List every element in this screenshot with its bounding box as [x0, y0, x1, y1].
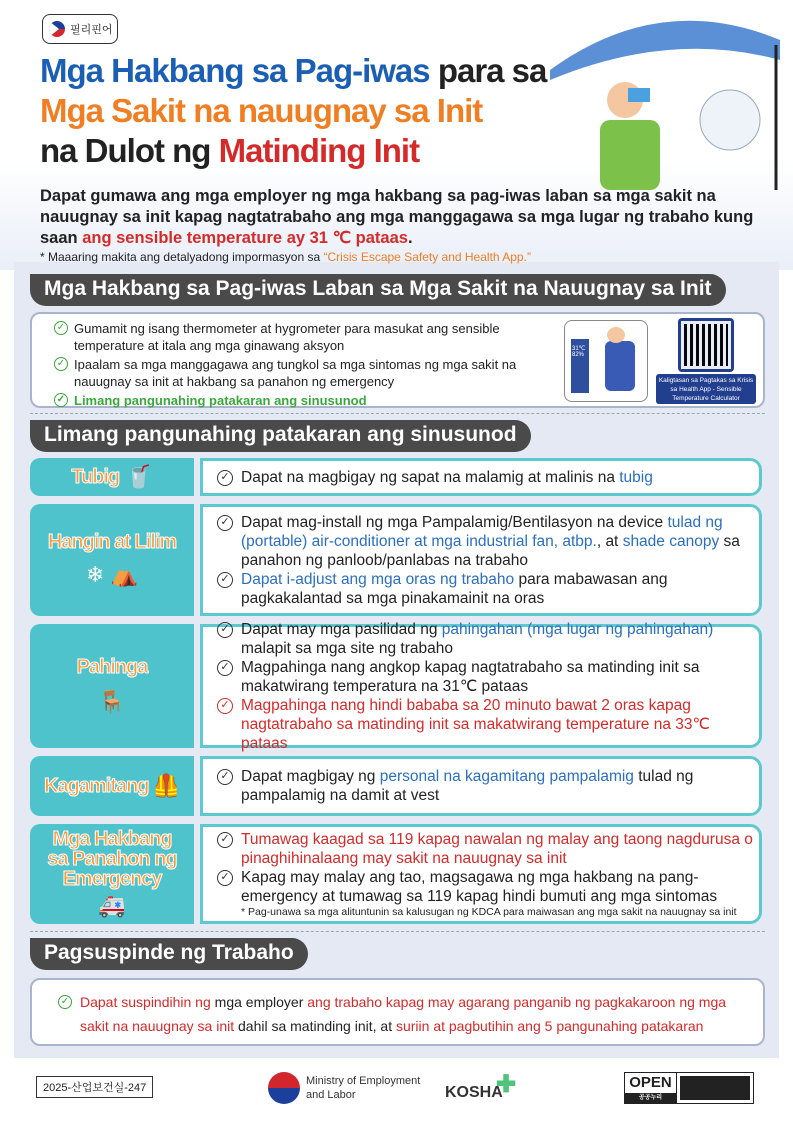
text-segment: tulad ng (portable) air-conditioner at mga industrial fan, atbp. — [241, 513, 723, 550]
text-segment: Dapat may mga pasilidad ng — [241, 620, 442, 638]
text-segment: Dapat gumawa ang mga employer ng mga hakbang sa pag-iwas laban sa mga sakit na nauugnay sa init kapag nagtatrabaho ang mga manggagawa sa mga lugar ng trabaho kung saan — [40, 187, 754, 247]
check-icon: ✓ — [217, 832, 233, 848]
text-segment: para sa — [437, 52, 547, 89]
text-segment: Dapat magbigay ng — [241, 768, 380, 785]
divider — [30, 413, 765, 414]
section-prevention-heading: Mga Hakbang sa Pag-iwas Laban sa Mga Sakit na Nauugnay sa Init — [30, 274, 726, 306]
divider — [30, 931, 765, 932]
text-segment: * Maaaring makita ang detalyadong impormasyon sa — [40, 250, 324, 264]
text-segment: para mabawasan ang pagkakalantad sa mga pinakamainit na oras — [241, 570, 668, 607]
thermometer-reading: 31℃ 82% — [571, 339, 589, 393]
check-icon: ✓ — [217, 572, 233, 588]
suspension-box — [30, 978, 765, 1046]
text-segment: Gumamit ng isang thermometer at hygrometer para masukat ang sensible temperature at itala ang mga ginawang aksyon — [74, 321, 500, 353]
rule-content-rest — [200, 620, 762, 752]
rule-label-water: Tubig 🥤 — [30, 458, 194, 496]
resting-person-icon: 🪑 — [98, 689, 126, 714]
check-icon: ✓ — [217, 870, 233, 886]
text-segment: Matinding Init — [218, 132, 420, 169]
kosha-logo: KOSHA — [445, 1084, 503, 1101]
text-segment: ang sensible temperature ay 31 ℃ pataas — [82, 229, 408, 247]
rule-content-equipment — [200, 756, 762, 816]
prevention-box — [30, 312, 765, 408]
ministry-logo: Ministry of Employment and Labor — [268, 1072, 426, 1104]
check-icon: ✓ — [54, 357, 68, 371]
qr-code[interactable] — [678, 318, 734, 372]
text-segment: ang trabaho kapag may agarang panganib ng pagkakaroon ng mga sakit na nauugnay sa init — [80, 994, 727, 1034]
text-segment: na Dulot ng — [40, 132, 219, 169]
text-segment: . — [407, 229, 413, 247]
text-segment: tubig — [619, 468, 653, 486]
check-icon: ✓ — [217, 622, 233, 638]
text-segment: , at — [596, 532, 623, 550]
ambulance-icon: 🚑 — [98, 893, 126, 918]
text-segment: malapit sa mga site ng trabaho — [241, 639, 453, 657]
water-bottle-icon: 🥤 — [125, 464, 153, 489]
qr-caption: Kaligtasan sa Pagtakas sa Krisis sa Health App - Sensible Temperature Calculator — [656, 374, 756, 404]
rule-content-emergency — [200, 824, 762, 924]
text-segment: Dapat suspindihin ng — [80, 994, 211, 1010]
text-segment: Magpahinga nang angkop kapag nagtatrabaho sa matinding init sa makatwirang temperatura na 31℃ pataas — [241, 658, 700, 695]
intro-text — [40, 186, 762, 249]
app-note — [40, 250, 531, 264]
text-segment: Magpahinga nang hindi bababa sa 20 minuto bawat 2 oras kapag nagtatrabaho sa matinding init sa makatwirang temperature na 33℃ pataas — [241, 696, 710, 752]
prevention-item — [54, 392, 534, 409]
check-icon: ✓ — [217, 660, 233, 676]
rule-content-air-shade — [200, 504, 762, 616]
check-icon: ✓ — [217, 515, 233, 531]
air-conditioner-canopy-icon: ❄ ⛺ — [86, 562, 138, 587]
kdca-note: * Pag-unawa sa mga alituntunin sa kalusugan ng KDCA para maiwasan ang mga sakit na nauugnay sa init — [241, 906, 737, 918]
worker-thermometer-illustration — [564, 320, 648, 402]
philippines-flag-icon — [49, 21, 65, 37]
rule-label-rest: Pahinga 🪑 — [30, 624, 194, 748]
text-segment: pahingahan (mga lugar ng pahingahan) — [441, 620, 714, 638]
prevention-item — [54, 320, 534, 354]
title-line-3 — [40, 132, 419, 170]
taegeuk-logo-icon — [268, 1072, 300, 1104]
kosha-cross-icon: ✚ — [496, 1071, 517, 1098]
language-label: 필리핀어 — [70, 24, 113, 36]
title-line-2 — [40, 92, 482, 130]
text-segment: Kapag may malay ang tao, magsagawa ng mga hakbang na pang-emergency at tumawag sa 119 kapag hindi bumuti ang mga sintomas — [241, 869, 718, 905]
text-segment: sa panahon ng panloob/panlabas na trabaho — [241, 532, 740, 569]
section-rules-heading: Limang pangunahing patakaran ang sinusunod — [30, 420, 531, 452]
text-segment: “Crisis Escape Safety and Health App.” — [323, 250, 531, 264]
document-code: 2025-산업보건실-247 — [36, 1076, 153, 1098]
text-segment: tulad ng pampalamig na damit at vest — [241, 768, 694, 804]
language-badge — [42, 14, 118, 44]
umbrella-worker-illustration — [540, 0, 793, 190]
text-segment: Tumawag kaagad sa 119 kapag nawalan ng malay ang taong nagdurusa o pinaghihinalaang may sakit na nauugnay sa init — [241, 831, 753, 867]
text-segment: suriin at pagbutihin ang 5 pangunahing patakaran — [395, 1018, 704, 1034]
title-line-1 — [40, 52, 546, 90]
text-segment: shade canopy — [622, 532, 720, 550]
suspension-item — [58, 990, 743, 1038]
section-suspension-heading: Pagsuspinde ng Trabaho — [30, 938, 308, 970]
text-segment: mga employer — [210, 994, 308, 1010]
rule-label-equipment: Kagamitang 🦺 — [30, 756, 194, 816]
text-segment: Ipaalam sa mga manggagawa ang tungkol sa mga sintomas ng mga sakit na nauugnay sa init at hakbang sa panahon ng emergency — [74, 357, 517, 389]
text-segment: Limang pangunahing patakaran ang sinusunod — [74, 393, 367, 408]
rule-label-air-shade: Hangin at Lilim ❄ ⛺ — [30, 504, 194, 616]
check-icon: ✓ — [54, 321, 68, 335]
cooling-vest-icon: 🦺 — [152, 773, 180, 798]
prevention-item — [54, 356, 534, 390]
text-segment: Dapat mag-install ng mga Pampalamig/Bentilasyon na device — [241, 513, 668, 531]
text-segment: personal na kagamitang pampalamig — [379, 768, 634, 785]
open-license-badge: OPEN 공공누리 — [624, 1072, 754, 1104]
check-icon: ✓ — [58, 995, 72, 1009]
rule-content-water — [200, 458, 762, 496]
check-icon: ✓ — [217, 470, 233, 486]
text-segment: Dapat na magbigay ng sapat na malamig at malinis na — [241, 468, 620, 486]
text-segment: dahil sa matinding init, at — [234, 1018, 396, 1034]
text-segment: Mga Hakbang sa Pag-iwas — [40, 52, 438, 89]
check-icon: ✓ — [217, 698, 233, 714]
text-segment: Mga Sakit na nauugnay sa Init — [40, 92, 483, 129]
rule-label-emergency: Mga Hakbang sa Panahon ng Emergency 🚑 — [30, 824, 194, 924]
check-icon: ✓ — [54, 393, 68, 407]
check-icon: ✓ — [217, 769, 233, 785]
text-segment: Dapat i-adjust ang mga oras ng trabaho — [241, 570, 515, 588]
